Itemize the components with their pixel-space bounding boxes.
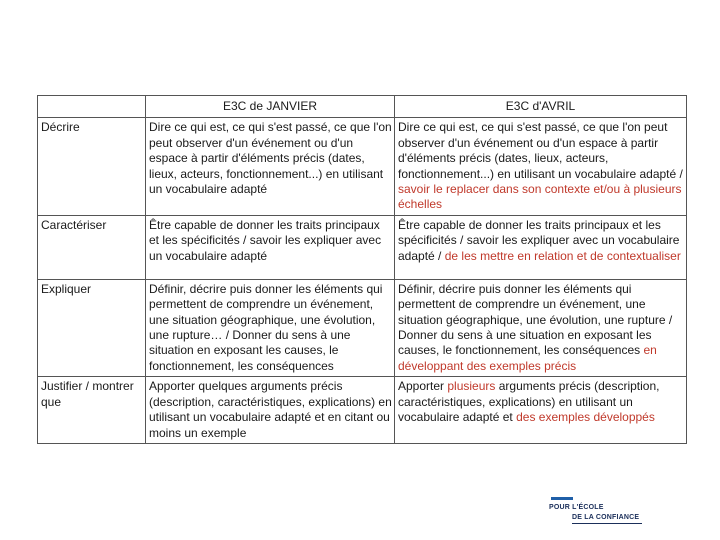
header-january: E3C de JANVIER [146,96,395,118]
april-cell [395,215,687,279]
january-cell: Définir, décrire puis donner les éléments qui permettent de comprendre un événement, une situation géographique, une évolution, une rupture… / Donner du sens à une situation en exposant les causes, le fonctionnement, les conséquences [146,279,395,376]
logo-line-2: DE LA CONFIANCE [572,514,640,521]
table-row [38,215,687,279]
header-row [38,96,687,118]
april-text: Définir, décrire puis donner les éléments qui permettent de comprendre un événement, une situation géographique, une évolution, une rupture / Donner du sens à une situation en exposant les causes, le fonctionnement, les conséquences [398,281,673,358]
april-added-text: des exemples développés [516,410,655,425]
table-row [38,118,687,215]
logo-underline [572,523,642,524]
row-label: Justifier / montrer que [38,377,146,444]
april-text: Dire ce qui est, ce qui s'est passé, ce que l'on peut observer d'un événement ou d'un espace à partir d'éléments précis (dates, lieux, acteurs, fonctionnement...) en utilisant un vocabulaire adapté / [398,120,683,181]
april-added-text: en développant des exemples précis [398,343,657,373]
logo-accent-bar [551,497,573,500]
header-empty [38,96,146,118]
april-added-text: savoir le replacer dans son contexte et/ou à plusieurs échelles [398,182,682,212]
january-cell: Apporter quelques arguments précis (description, caractéristiques, explications) en utilisant un vocabulaire adapté et en citant ou moins un exemple [146,377,395,444]
table-row [38,279,687,376]
april-cell [395,118,687,215]
april-added-text: plusieurs [447,379,496,394]
april-cell [395,377,687,444]
april-text: Être capable de donner les traits principaux et les spécificités / savoir les expliquer avec un vocabulaire adapté / [398,217,680,263]
header-april: E3C d'AVRIL [395,96,687,118]
table-row [38,377,687,444]
row-label: Décrire [38,118,146,215]
ecole-confiance-logo [548,497,648,527]
row-label: Caractériser [38,215,146,279]
april-cell [395,279,687,376]
april-text: arguments précis (description, caractéristiques, explications) en utilisant un vocabulaire adapté et [398,379,660,425]
row-label: Expliquer [38,279,146,376]
january-cell: Être capable de donner les traits principaux et les spécificités / savoir les expliquer avec un vocabulaire adapté [146,215,395,279]
january-cell: Dire ce qui est, ce qui s'est passé, ce que l'on peut observer d'un événement ou d'un espace à partir d'éléments précis (dates, lieux, acteurs, fonctionnement...) en utilisant un vocabulaire adapté [146,118,395,215]
logo-line-1: POUR L'ÉCOLE [549,504,604,511]
april-added-text: de les mettre en relation et de contextualiser [444,248,681,263]
april-text: Apporter [398,379,445,394]
comparison-table [37,95,687,444]
